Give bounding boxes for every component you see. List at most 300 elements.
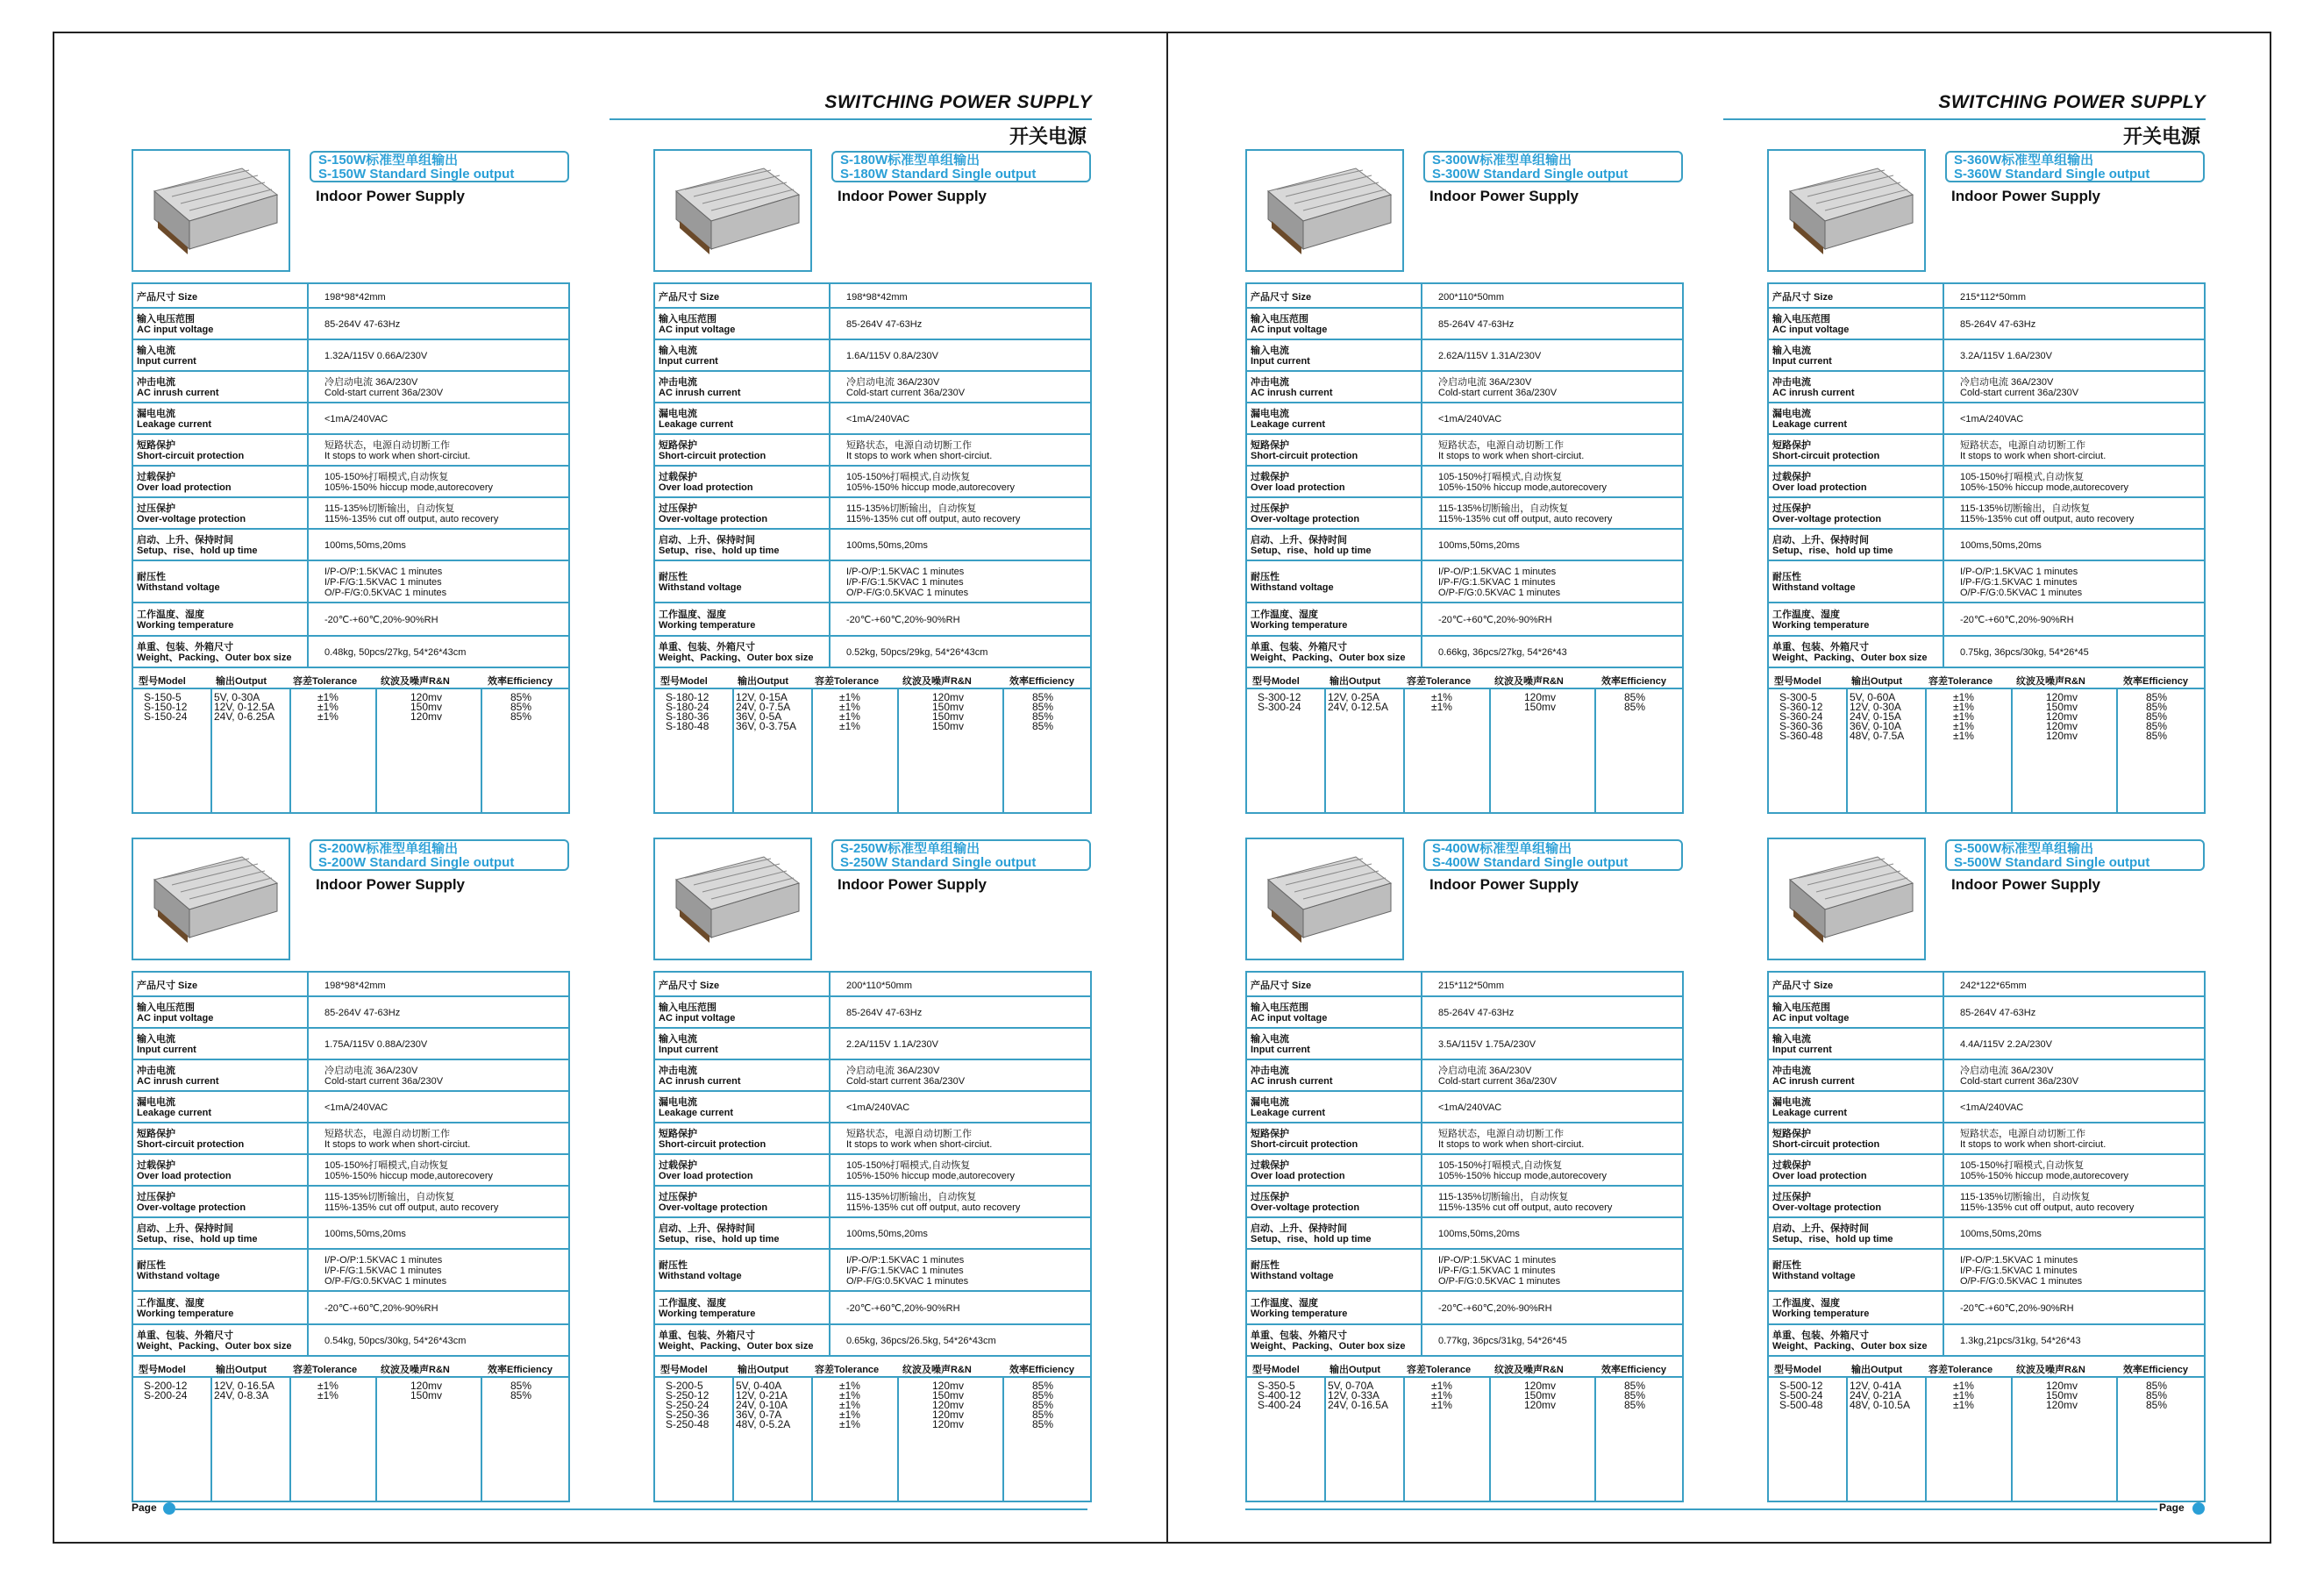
divider — [1943, 340, 1944, 370]
value-weight: 0.48kg, 50pcs/27kg, 54*26*43cm — [324, 647, 467, 658]
col-divider — [2011, 1378, 2013, 1501]
label-setup-cn: 启动、上升、保持时间 — [137, 1223, 233, 1234]
value-short-cn: 短路状态，电源自动切断工作 — [1960, 1129, 2085, 1139]
spec-row-ac — [1769, 997, 2204, 1029]
divider — [307, 1325, 309, 1355]
divider — [1943, 1029, 1944, 1059]
value-over-cn: 105-150%打嗝模式,自动恢复 — [324, 1160, 449, 1171]
label-temp-en: Working temperature — [1772, 620, 1870, 631]
label-inrush-en: AC inrush current — [1772, 388, 1855, 398]
value-current: 3.5A/115V 1.75A/230V — [1438, 1039, 1536, 1050]
value-with-3: O/P-F/G:0.5KVAC 1 minutes — [846, 1276, 969, 1287]
spec-row-overvoltage — [655, 498, 1090, 530]
value-short-cn: 短路状态，电源自动切断工作 — [324, 1129, 450, 1139]
label-ac-en: AC input voltage — [137, 324, 214, 335]
value-leakage: <1mA/240VAC — [1438, 414, 1502, 424]
label-ac-en: AC input voltage — [659, 1013, 736, 1023]
spec-row-size — [655, 284, 1090, 309]
divider — [829, 561, 831, 602]
header-output: 输出Output — [1330, 1365, 1381, 1375]
label-inrush-en: AC inrush current — [1251, 388, 1333, 398]
col-divider — [1594, 689, 1596, 812]
header-model: 型号Model — [660, 1365, 708, 1375]
header-efficiency: 效率Efficiency — [1601, 676, 1666, 687]
header-model: 型号Model — [1774, 676, 1821, 687]
label-ov-en: Over-voltage protection — [659, 1202, 768, 1213]
value-with-3: O/P-F/G:0.5KVAC 1 minutes — [1960, 588, 2083, 598]
efficiency-cell: 85% 85% — [510, 1380, 532, 1401]
col-divider — [732, 1378, 734, 1501]
value-with-3: O/P-F/G:0.5KVAC 1 minutes — [1438, 588, 1561, 598]
value-short-en: It stops to work when short-circiut. — [1438, 1139, 1585, 1150]
divider — [1943, 1092, 1944, 1122]
col-divider — [2011, 689, 2013, 812]
header-rule — [610, 118, 1092, 120]
label-short-en: Short-circuit protection — [1251, 1139, 1358, 1150]
header-tolerance: 容差Tolerance — [293, 676, 358, 687]
spec-row-short — [1769, 435, 2204, 467]
label-setup-en: Setup、rise、hold up time — [1772, 546, 1893, 556]
spec-row-setup — [1769, 530, 2204, 561]
efficiency-cell: 85% 85% 85% 85% 85% — [2146, 691, 2168, 742]
value-ac: 85-264V 47-63Hz — [1438, 319, 1515, 330]
spec-row-leakage — [1247, 1092, 1682, 1123]
spec-row-withstand — [655, 561, 1090, 603]
label-ov-cn: 过压保护 — [1251, 1192, 1289, 1202]
label-weight-cn: 单重、包装、外箱尺寸 — [1251, 642, 1347, 653]
divider — [307, 403, 309, 433]
label-with-cn: 耐压性 — [1251, 572, 1280, 582]
label-current-en: Input current — [659, 1045, 718, 1055]
footer-rule-right — [1245, 1508, 2157, 1510]
spec-row-size — [1769, 973, 2204, 997]
power-supply-image — [1772, 156, 1921, 267]
label-weight-en: Weight、Packing、Outer box size — [137, 1341, 292, 1351]
power-supply-image — [1772, 845, 1921, 955]
spec-row-setup — [1247, 1218, 1682, 1250]
label-inrush-en: AC inrush current — [1251, 1076, 1333, 1087]
value-over-cn: 105-150%打嗝模式,自动恢复 — [1438, 1160, 1563, 1171]
divider — [307, 1218, 309, 1248]
value-weight: 0.75kg, 36pcs/30kg, 54*26*45 — [1960, 647, 2089, 658]
divider — [829, 284, 831, 307]
power-supply-image — [137, 156, 286, 267]
rn-cell: 120mv 150mv — [1524, 691, 1557, 713]
spec-row-size — [1247, 284, 1682, 309]
label-leak-cn: 漏电电流 — [659, 1097, 697, 1108]
value-inrush-en: Cold-start current 36a/230V — [324, 388, 444, 398]
divider — [1421, 530, 1422, 560]
spec-row-inrush — [1247, 1060, 1682, 1092]
divider — [307, 284, 309, 307]
spec-row-weight — [1247, 637, 1682, 668]
value-ac: 85-264V 47-63Hz — [324, 1008, 401, 1018]
spec-row-overvoltage — [1769, 498, 2204, 530]
product-title-en: S-180W Standard Single output — [840, 168, 1037, 182]
label-short-en: Short-circuit protection — [137, 1139, 245, 1150]
value-short-cn: 短路状态，电源自动切断工作 — [846, 1129, 972, 1139]
header-rn: 纹波及噪声R&N — [1494, 676, 1564, 687]
header-output: 输出Output — [738, 676, 789, 687]
divider — [1421, 603, 1422, 635]
value-inrush-cn: 冷启动电流 36A/230V — [1438, 1066, 1532, 1076]
header-efficiency: 效率Efficiency — [1009, 1365, 1074, 1375]
value-with-3: O/P-F/G:0.5KVAC 1 minutes — [324, 1276, 447, 1287]
label-with-en: Withstand voltage — [137, 1271, 220, 1281]
label-temp-en: Working temperature — [137, 1309, 234, 1319]
label-short-en: Short-circuit protection — [137, 451, 245, 461]
value-weight: 0.54kg, 50pcs/30kg, 54*26*43cm — [324, 1336, 467, 1346]
divider — [829, 1187, 831, 1216]
spec-row-current — [1769, 340, 2204, 372]
label-ov-cn: 过压保护 — [659, 1192, 697, 1202]
label-over-en: Over load protection — [1772, 482, 1867, 493]
divider — [829, 372, 831, 402]
header-efficiency: 效率Efficiency — [2123, 1365, 2188, 1375]
label-inrush-cn: 冲击电流 — [1772, 377, 1811, 388]
label-current-cn: 输入电流 — [1772, 1034, 1811, 1045]
divider — [307, 1060, 309, 1090]
label-with-en: Withstand voltage — [1772, 1271, 1856, 1281]
label-temp-en: Working temperature — [659, 1309, 756, 1319]
spec-row-setup — [655, 530, 1090, 561]
label-current-en: Input current — [1772, 1045, 1832, 1055]
label-weight-en: Weight、Packing、Outer box size — [659, 1341, 814, 1351]
tolerance-cell: ±1% ±1% ±1% ±1% ±1% — [1953, 691, 1974, 742]
divider — [1943, 1155, 1944, 1185]
divider — [1943, 1292, 1944, 1323]
spec-row-overload — [133, 467, 568, 498]
divider — [1943, 637, 1944, 667]
label-current-en: Input current — [1772, 356, 1832, 367]
divider — [1943, 498, 1944, 528]
value-setup: 100ms,50ms,20ms — [846, 540, 928, 551]
value-inrush-en: Cold-start current 36a/230V — [1960, 1076, 2079, 1087]
divider — [1421, 1187, 1422, 1216]
label-ac-en: AC input voltage — [659, 324, 736, 335]
divider — [829, 1029, 831, 1059]
spec-row-overvoltage — [655, 1187, 1090, 1218]
col-divider — [1489, 689, 1491, 812]
label-size: 产品尺寸 Size — [1251, 981, 1312, 991]
label-setup-cn: 启动、上升、保持时间 — [1251, 535, 1347, 546]
spec-row-withstand — [133, 1250, 568, 1292]
label-with-en: Withstand voltage — [659, 1271, 742, 1281]
divider — [829, 997, 831, 1027]
value-ov-en: 115%-135% cut off output, auto recovery — [846, 514, 1021, 524]
spec-row-setup — [655, 1218, 1090, 1250]
label-inrush-cn: 冲击电流 — [1251, 377, 1289, 388]
divider — [829, 603, 831, 635]
label-size: 产品尺寸 Size — [1772, 292, 1834, 303]
divider — [1943, 1218, 1944, 1248]
spec-row-overvoltage — [133, 498, 568, 530]
value-ac: 85-264V 47-63Hz — [1960, 1008, 2036, 1018]
divider — [1943, 530, 1944, 560]
label-short-en: Short-circuit protection — [1251, 451, 1358, 461]
divider — [307, 340, 309, 370]
label-with-en: Withstand voltage — [659, 582, 742, 593]
spec-row-short — [1247, 435, 1682, 467]
header-output: 输出Output — [216, 676, 267, 687]
col-divider — [289, 689, 291, 812]
spec-row-weight — [655, 637, 1090, 668]
col-divider — [1594, 1378, 1596, 1501]
divider — [829, 1060, 831, 1090]
label-setup-en: Setup、rise、hold up time — [137, 1234, 258, 1245]
model-table-body — [1247, 689, 1682, 812]
label-size: 产品尺寸 Size — [137, 981, 198, 991]
value-leakage: <1mA/240VAC — [846, 1102, 910, 1113]
rn-cell: 120mv 150mv 120mv — [410, 691, 443, 723]
label-current-en: Input current — [1251, 1045, 1310, 1055]
label-temp-cn: 工作温度、湿度 — [1251, 610, 1318, 620]
model-table-header — [1769, 1357, 2204, 1378]
label-over-cn: 过载保护 — [137, 1160, 175, 1171]
value-over-en: 105%-150% hiccup mode,autorecovery — [1438, 1171, 1608, 1181]
efficiency-cell: 85% 85% — [1624, 691, 1646, 713]
header-rn: 纹波及噪声R&N — [381, 676, 450, 687]
model-table-body — [655, 1378, 1090, 1501]
value-leakage: <1mA/240VAC — [324, 1102, 389, 1113]
header-tolerance: 容差Tolerance — [1407, 676, 1472, 687]
value-over-cn: 105-150%打嗝模式,自动恢复 — [846, 1160, 971, 1171]
divider — [307, 1155, 309, 1185]
outputs-cell: 12V, 0-15A 24V, 0-7.5A 36V, 0-5A 36V, 0-3.75A — [736, 691, 796, 732]
label-weight-cn: 单重、包装、外箱尺寸 — [1251, 1330, 1347, 1341]
header-efficiency: 效率Efficiency — [2123, 676, 2188, 687]
label-setup-cn: 启动、上升、保持时间 — [1772, 1223, 1869, 1234]
value-temp: -20℃-+60℃,20%-90%RH — [846, 615, 960, 625]
label-weight-en: Weight、Packing、Outer box size — [1772, 1341, 1928, 1351]
value-size: 198*98*42mm — [324, 292, 386, 303]
divider — [307, 603, 309, 635]
label-over-en: Over load protection — [659, 1171, 753, 1181]
value-short-cn: 短路状态，电源自动切断工作 — [324, 440, 450, 451]
value-with-3: O/P-F/G:0.5KVAC 1 minutes — [1960, 1276, 2083, 1287]
label-over-cn: 过载保护 — [137, 472, 175, 482]
label-current-en: Input current — [659, 356, 718, 367]
spec-row-inrush — [133, 372, 568, 403]
divider — [1421, 1029, 1422, 1059]
spec-row-inrush — [133, 1060, 568, 1092]
spec-row-size — [133, 973, 568, 997]
product-card-1 — [132, 149, 570, 816]
label-setup-cn: 启动、上升、保持时间 — [1251, 1223, 1347, 1234]
value-ac: 85-264V 47-63Hz — [1438, 1008, 1515, 1018]
value-with-1: I/P-O/P:1.5KVAC 1 minutes — [846, 1255, 965, 1266]
value-short-en: It stops to work when short-circiut. — [324, 451, 471, 461]
header-tolerance: 容差Tolerance — [1928, 1365, 1993, 1375]
rn-cell: 120mv 150mv 150mv 150mv — [932, 691, 965, 732]
label-ac-cn: 输入电压范围 — [659, 314, 716, 324]
divider — [829, 403, 831, 433]
power-supply-image — [1251, 156, 1400, 267]
divider — [829, 467, 831, 496]
models-cell: S-300-5 S-360-12 S-360-24 S-360-36 S-360-48 — [1779, 691, 1823, 742]
label-setup-cn: 启动、上升、保持时间 — [659, 535, 755, 546]
divider — [1421, 1123, 1422, 1153]
label-with-cn: 耐压性 — [659, 1260, 688, 1271]
divider — [307, 372, 309, 402]
label-short-cn: 短路保护 — [1772, 440, 1811, 451]
product-photo — [1245, 149, 1404, 272]
value-with-1: I/P-O/P:1.5KVAC 1 minutes — [846, 567, 965, 577]
divider — [307, 973, 309, 995]
label-with-cn: 耐压性 — [137, 572, 166, 582]
model-table-body — [655, 689, 1090, 812]
value-inrush-cn: 冷启动电流 36A/230V — [1438, 377, 1532, 388]
value-over-en: 105%-150% hiccup mode,autorecovery — [1960, 1171, 2129, 1181]
spec-row-weight — [133, 1325, 568, 1357]
col-divider — [481, 689, 482, 812]
label-weight-en: Weight、Packing、Outer box size — [1251, 653, 1406, 663]
header-title-en: SWITCHING POWER SUPPLY — [824, 92, 1092, 112]
value-current: 2.2A/115V 1.1A/230V — [846, 1039, 938, 1050]
label-temp-en: Working temperature — [1251, 620, 1348, 631]
value-ov-cn: 115-135%切断输出，自动恢复 — [1438, 503, 1569, 514]
value-ov-en: 115%-135% cut off output, auto recovery — [1960, 1202, 2135, 1213]
value-leakage: <1mA/240VAC — [1438, 1102, 1502, 1113]
label-size: 产品尺寸 Size — [1251, 292, 1312, 303]
value-setup: 100ms,50ms,20ms — [846, 1229, 928, 1239]
product-subtitle: Indoor Power Supply — [838, 188, 987, 204]
label-setup-cn: 启动、上升、保持时间 — [659, 1223, 755, 1234]
product-card-7 — [1245, 838, 1684, 1504]
value-with-2: I/P-F/G:1.5KVAC 1 minutes — [1438, 1266, 1556, 1276]
label-over-cn: 过载保护 — [659, 472, 697, 482]
label-leak-cn: 漏电电流 — [1772, 409, 1811, 419]
label-temp-en: Working temperature — [137, 620, 234, 631]
product-title-cn: S-180W标准型单组输出 — [840, 153, 980, 168]
value-ov-en: 115%-135% cut off output, auto recovery — [1438, 1202, 1613, 1213]
label-weight-en: Weight、Packing、Outer box size — [137, 653, 292, 663]
divider — [307, 1292, 309, 1323]
value-ac: 85-264V 47-63Hz — [324, 319, 401, 330]
value-temp: -20℃-+60℃,20%-90%RH — [324, 615, 438, 625]
spec-row-leakage — [1247, 403, 1682, 435]
header-tolerance: 容差Tolerance — [293, 1365, 358, 1375]
label-current-cn: 输入电流 — [1772, 346, 1811, 356]
value-size: 215*112*50mm — [1438, 981, 1505, 991]
spec-row-setup — [133, 530, 568, 561]
label-temp-en: Working temperature — [1251, 1309, 1348, 1319]
outputs-cell: 5V, 0-30A 12V, 0-12.5A 24V, 0-6.25A — [214, 691, 274, 723]
models-cell: S-200-12 S-200-24 — [144, 1380, 188, 1401]
value-with-2: I/P-F/G:1.5KVAC 1 minutes — [1960, 577, 2078, 588]
header-rn: 纹波及噪声R&N — [1494, 1365, 1564, 1375]
models-cell: S-180-12 S-180-24 S-180-36 S-180-48 — [666, 691, 709, 732]
value-weight: 0.52kg, 50pcs/29kg, 54*26*43cm — [846, 647, 988, 658]
header-model: 型号Model — [139, 1365, 186, 1375]
spec-row-inrush — [655, 372, 1090, 403]
value-ac: 85-264V 47-63Hz — [846, 1008, 923, 1018]
spec-row-leakage — [133, 1092, 568, 1123]
header-model: 型号Model — [660, 676, 708, 687]
value-size: 198*98*42mm — [324, 981, 386, 991]
product-title-cn: S-200W标准型单组输出 — [318, 842, 459, 856]
spec-row-ac — [655, 997, 1090, 1029]
product-subtitle: Indoor Power Supply — [1951, 876, 2101, 893]
value-short-en: It stops to work when short-circiut. — [1960, 451, 2107, 461]
label-over-en: Over load protection — [1251, 482, 1345, 493]
col-divider — [2116, 1378, 2118, 1501]
label-setup-cn: 启动、上升、保持时间 — [137, 535, 233, 546]
header-efficiency: 效率Efficiency — [488, 1365, 552, 1375]
spec-row-ac — [1247, 309, 1682, 340]
spec-row-inrush — [655, 1060, 1090, 1092]
divider — [829, 498, 831, 528]
value-leakage: <1mA/240VAC — [1960, 414, 2024, 424]
divider — [307, 1092, 309, 1122]
label-over-cn: 过载保护 — [1772, 1160, 1811, 1171]
label-temp-cn: 工作温度、湿度 — [1772, 610, 1840, 620]
divider — [829, 530, 831, 560]
label-inrush-en: AC inrush current — [659, 388, 741, 398]
label-temp-cn: 工作温度、湿度 — [137, 1298, 204, 1309]
value-ov-cn: 115-135%切断输出，自动恢复 — [846, 503, 977, 514]
spec-table — [132, 971, 570, 1502]
header-output: 输出Output — [216, 1365, 267, 1375]
label-ac-cn: 输入电压范围 — [137, 1002, 195, 1013]
col-divider — [1002, 1378, 1004, 1501]
product-title-cn: S-400W标准型单组输出 — [1432, 842, 1572, 856]
divider — [1421, 340, 1422, 370]
spec-row-inrush — [1247, 372, 1682, 403]
col-divider — [1324, 689, 1326, 812]
label-size: 产品尺寸 Size — [137, 292, 198, 303]
label-leak-en: Leakage current — [1251, 419, 1325, 430]
divider — [829, 973, 831, 995]
label-current-en: Input current — [137, 356, 196, 367]
label-ov-cn: 过压保护 — [137, 503, 175, 514]
product-photo — [1767, 149, 1926, 272]
header-rn: 纹波及噪声R&N — [902, 1365, 972, 1375]
value-temp: -20℃-+60℃,20%-90%RH — [846, 1303, 960, 1314]
value-with-1: I/P-O/P:1.5KVAC 1 minutes — [1438, 1255, 1557, 1266]
spec-table — [653, 282, 1092, 814]
label-leak-en: Leakage current — [1772, 1108, 1847, 1118]
col-divider — [897, 1378, 899, 1501]
value-current: 1.6A/115V 0.8A/230V — [846, 351, 938, 361]
spec-row-withstand — [1769, 1250, 2204, 1292]
divider — [1943, 1060, 1944, 1090]
label-with-en: Withstand voltage — [1251, 582, 1334, 593]
divider — [829, 1325, 831, 1355]
label-over-cn: 过载保护 — [659, 1160, 697, 1171]
spec-row-current — [1769, 1029, 2204, 1060]
spec-row-size — [655, 973, 1090, 997]
divider — [307, 467, 309, 496]
product-title-en: S-250W Standard Single output — [840, 856, 1037, 870]
value-ov-en: 115%-135% cut off output, auto recovery — [324, 514, 499, 524]
outputs-cell: 5V, 0-60A 12V, 0-30A 24V, 0-15A 36V, 0-10A 48V, 0-7.5A — [1850, 691, 1905, 742]
value-inrush-cn: 冷启动电流 36A/230V — [846, 377, 940, 388]
value-with-1: I/P-O/P:1.5KVAC 1 minutes — [324, 1255, 443, 1266]
models-cell: S-350-5 S-400-12 S-400-24 — [1258, 1380, 1301, 1411]
label-short-en: Short-circuit protection — [659, 451, 766, 461]
model-table-body — [1769, 1378, 2204, 1501]
label-ov-en: Over-voltage protection — [1772, 514, 1882, 524]
value-over-en: 105%-150% hiccup mode,autorecovery — [846, 1171, 1016, 1181]
rn-cell: 120mv 150mv 120mv 120mv 120mv — [2046, 691, 2078, 742]
label-leak-cn: 漏电电流 — [137, 409, 175, 419]
label-with-cn: 耐压性 — [1251, 1260, 1280, 1271]
label-over-en: Over load protection — [1251, 1171, 1345, 1181]
value-temp: -20℃-+60℃,20%-90%RH — [1960, 1303, 2074, 1314]
label-inrush-en: AC inrush current — [659, 1076, 741, 1087]
outputs-cell: 5V, 0-70A 12V, 0-33A 24V, 0-16.5A — [1328, 1380, 1388, 1411]
